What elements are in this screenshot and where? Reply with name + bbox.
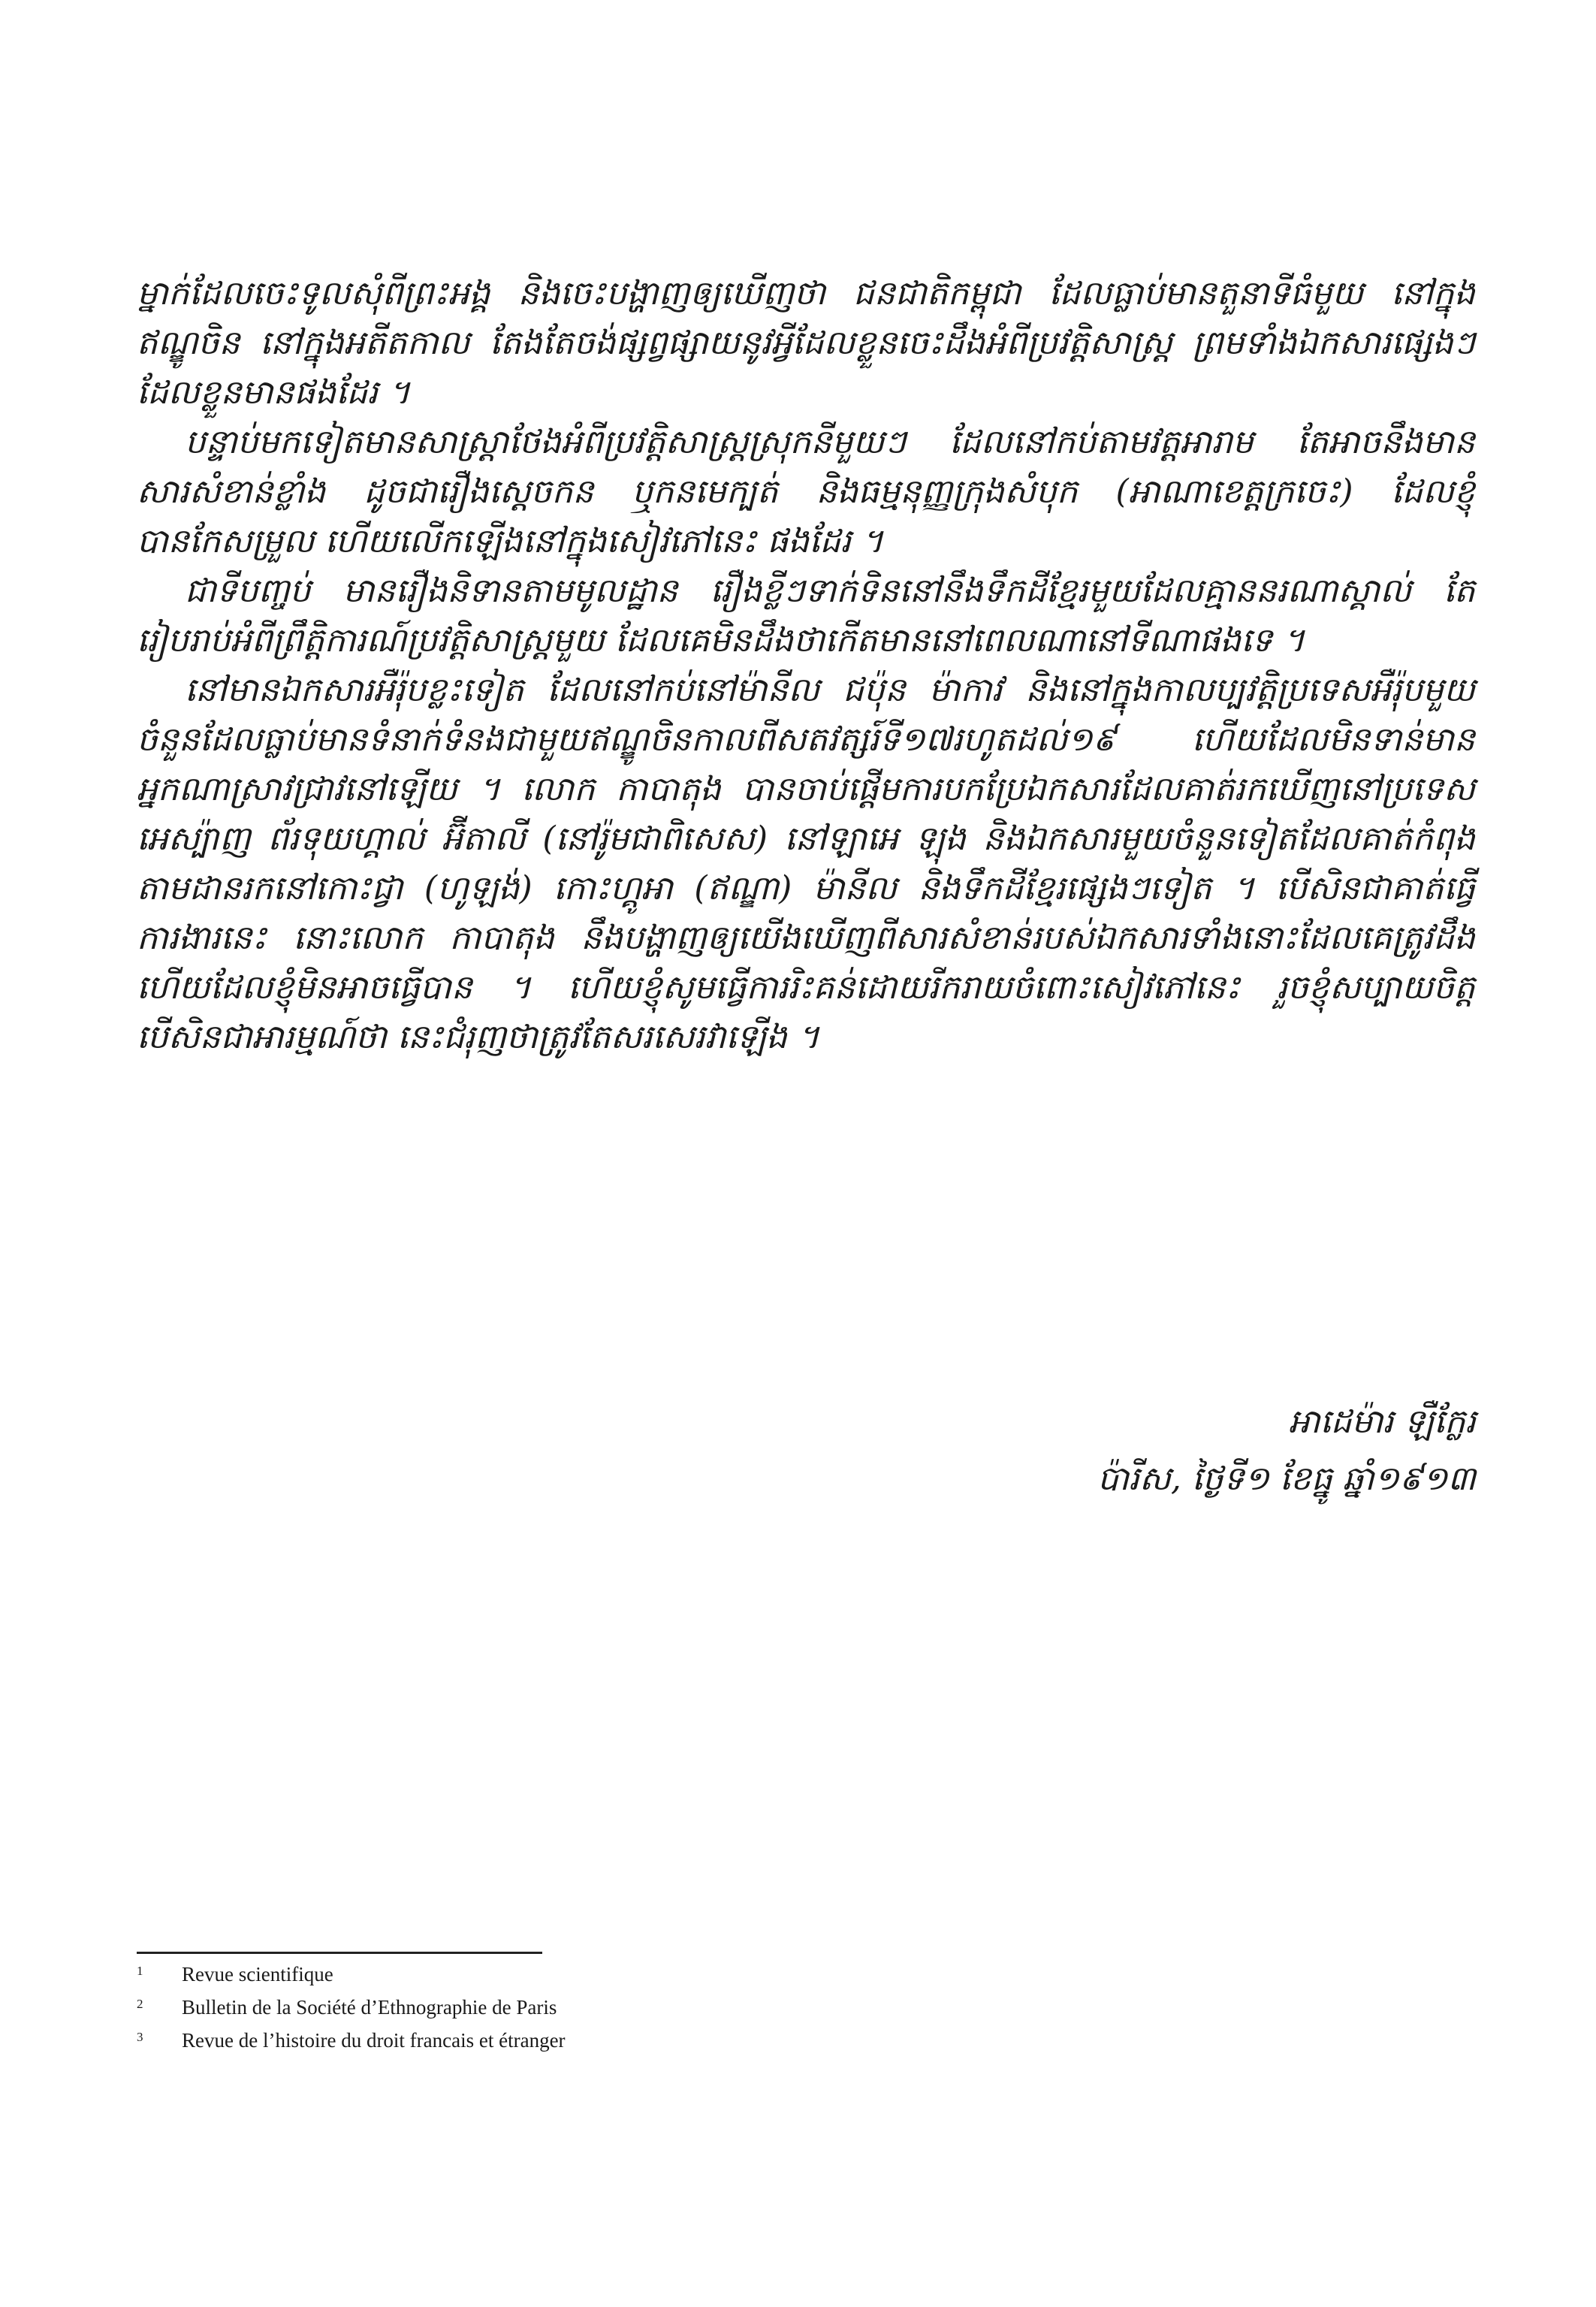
- footnote-number: 3: [137, 2030, 143, 2044]
- footnote-text: Revue de l’histoire du droit francais et étranger: [182, 2029, 566, 2052]
- footnote: [137, 2025, 1038, 2058]
- footnote-text: Bulletin de la Société d’Ethnographie de Paris: [182, 1996, 557, 2019]
- footnote-number: 1: [137, 1964, 143, 1978]
- place-and-date: ប៉ារីស, ថ្ងៃទី១ ខែធ្នូ ឆ្នាំ១៩១៣: [1097, 1460, 1476, 1498]
- footnote-text: Revue scientifique: [182, 1963, 333, 1985]
- signature-block: [1097, 1394, 1476, 1508]
- footnote: [137, 1959, 1038, 1992]
- footnote-number: 2: [137, 1997, 143, 2011]
- paragraph: ម្នាក់ដែលចេះទូលសុំពីព្រះអង្គ និងចេះបង្ហាញឲ្យឃើញថា ជនជាតិកម្ពុជា ដែលធ្លាប់មានតួនាទីធំមួយ នៅក្នុងឥណ្ឌូចិន នៅក្នុងអតីតកាល តែងតែចង់ផ្សព្វផ្សាយនូវអ្វីដែលខ្លួនចេះដឹងអំពីប្រវត្តិសាស្ត្រ ព្រមទាំងឯកសារផ្សេងៗដែលខ្លួនមានផងដែរ ។: [137, 274, 1475, 412]
- footnotes: [137, 1959, 1038, 2058]
- footnote: [137, 1992, 1038, 2025]
- paragraph: ជាទីបញ្ចប់ មានរឿងនិទានតាមមូលដ្ឋាន រឿងខ្លីៗទាក់ទិននៅនឹងទឹកដីខ្មែរមួយដែលគ្មាននរណាស្គាល់ តែរៀបរាប់អំពីព្រឹត្តិការណ៍ប្រវត្តិសាស្ត្រមួយ ដែលគេមិនដឹងថាកើតមាននៅពេលណានៅទីណាផងទេ ។: [137, 572, 1475, 660]
- paragraph: នៅមានឯកសារអឺរ៉ុបខ្លះទៀត ដែលនៅកប់នៅម៉ានីល ជប៉ុន ម៉ាកាវ និងនៅក្នុងកាលប្បវត្តិប្រទេសអឺរ៉ុបមួយចំនួនដែលធ្លាប់មានទំនាក់ទំនងជាមួយឥណ្ឌូចិនកាលពីសតវត្សរ៍ទី១៧រហូតដល់១៩ ហើយដែលមិនទាន់មានអ្នកណាស្រាវជ្រាវនៅឡើយ ។ លោក កាបាតុង បានចាប់ផ្ដើមការបកប្រែឯកសារដែលគាត់រកឃើញនៅប្រទេសអេស្ប៉ាញ ព័រទុយហ្គាល់ អ៊ីតាលី (នៅរ៉ូមជាពិសេស) នៅឡាអេ ឡុង និងឯកសារមួយចំនួនទៀតដែលគាត់កំពុងតាមដានរកនៅកោះជ្វា (ហូឡង់) កោះហ្គូអា (ឥណ្ឌា) ម៉ានីល និងទឹកដីខ្មែរផ្សេងៗទៀត ។ បើសិនជាគាត់ធ្វើការងារនេះ នោះលោក កាបាតុង នឹងបង្ហាញឲ្យយើងឃើញពីសារសំខាន់របស់ឯកសារទាំងនោះដែលគេត្រូវដឹង ហើយដែលខ្ញុំមិនអាចធ្វើបាន ។ ហើយខ្ញុំសូមធ្វើការរិះគន់ដោយរីករាយចំពោះសៀវភៅនេះ រួចខ្ញុំសប្បាយចិត្តបើសិនជាអារម្មណ៍ថា នេះជំរុញថាត្រូវតែសរសេរវាឡើង ។: [137, 671, 1475, 1056]
- paragraph: បន្ទាប់មកទៀតមានសាស្ត្រាថែងអំពីប្រវត្តិសាស្ត្រស្រុកនីមួយៗ ដែលនៅកប់តាមវត្តអារាម តែអាចនឹងមានសារសំខាន់ខ្លាំង ដូចជារឿងស្ដេចកន ឬកនមេក្បត់ និងធម្មនុញ្ញក្រុងសំបុក (អាណាខេត្តក្រចេះ) ដែលខ្ញុំបានកែសម្រួល ហើយលើកឡើងនៅក្នុងសៀវភៅនេះ ផងដែរ ។: [137, 423, 1475, 560]
- body-text: [137, 269, 1475, 1062]
- author-name: អាដេម៉ារ ឡឺក្លែរ: [1288, 1403, 1476, 1441]
- footnote-divider: [137, 1952, 542, 1954]
